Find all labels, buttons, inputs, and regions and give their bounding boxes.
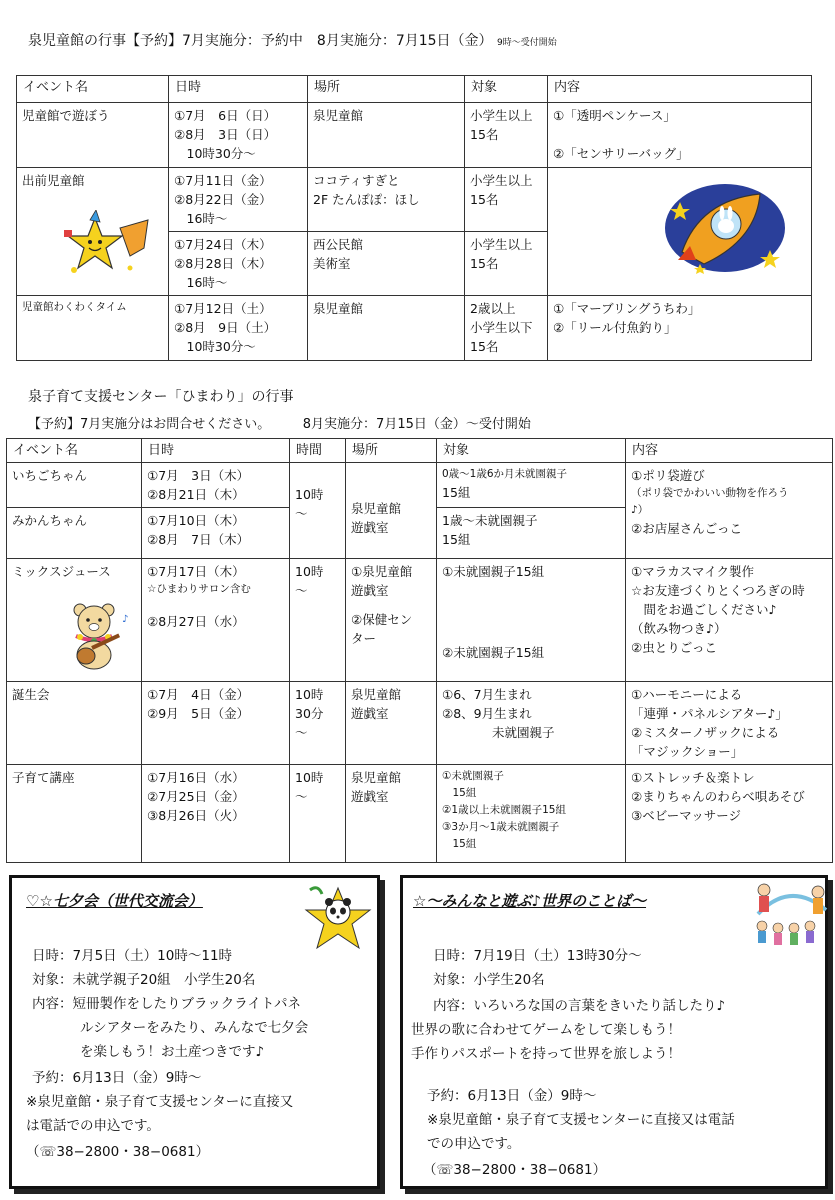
event-time: 10時 〜 bbox=[290, 765, 346, 863]
event-name: 出前児童館 bbox=[17, 168, 169, 296]
event-target: 小学生以上 15名 bbox=[465, 232, 548, 296]
column-header: 時間 bbox=[290, 439, 346, 463]
world-words-content-1: 内容：いろいろな国の言葉をきいたり話したり♪ bbox=[433, 998, 726, 1014]
tanabata-note-1: ※泉児童館・泉子育て支援センターに直接又 bbox=[26, 1094, 294, 1110]
event-target: 1歳〜未就園親子 15組 bbox=[437, 508, 626, 559]
tanabata-reservation: 予約：6月13日（金）9時〜 bbox=[32, 1070, 202, 1086]
tanabata-content-1: 内容：短冊製作をしたりブラックライトパネ bbox=[32, 996, 302, 1012]
table-row bbox=[17, 296, 812, 361]
world-words-date: 日時：7月19日（土）13時30分〜 bbox=[433, 948, 642, 964]
table-row bbox=[7, 682, 833, 765]
event-dates: ①7月24日（木） ②8月28日（木） 16時〜 bbox=[169, 232, 308, 296]
table-header-row bbox=[17, 76, 812, 103]
column-header: 場所 bbox=[346, 439, 437, 463]
event-name: ミックスジュース bbox=[7, 559, 142, 682]
event-dates: ①7月 6日（日） ②8月 3日（日） 10時30分〜 bbox=[169, 103, 308, 168]
event-target: 小学生以上 15名 bbox=[465, 103, 548, 168]
event-place: 泉児童館 bbox=[308, 103, 465, 168]
tanabata-heading: ♡☆七夕会（世代交流会） bbox=[26, 892, 203, 910]
column-header: 内容 bbox=[626, 439, 833, 463]
table-header-row bbox=[7, 439, 833, 463]
party-star-illustration bbox=[60, 210, 150, 280]
world-words-note-2: での申込です。 bbox=[427, 1136, 521, 1152]
panda-star-illustration bbox=[300, 882, 376, 954]
tanabata-date: 日時：7月5日（土）10時〜11時 bbox=[32, 948, 233, 964]
event-name: いちごちゃん bbox=[7, 463, 142, 508]
column-header: 日時 bbox=[169, 76, 308, 103]
column-header: 対象 bbox=[465, 76, 548, 103]
world-words-note-1: ※泉児童館・泉子育て支援センターに直接又は電話 bbox=[427, 1112, 735, 1128]
event-dates: ①7月16日（水） ②7月25日（金） ③8月26日（火） bbox=[142, 765, 290, 863]
event-name: 子育て講座 bbox=[7, 765, 142, 863]
event-name: みかんちゃん bbox=[7, 508, 142, 559]
column-header: 内容 bbox=[548, 76, 812, 103]
event-content: ①ポリ袋遊び （ポリ袋でかわいい動物を作ろう ♪） ②お店屋さんごっこ bbox=[626, 463, 833, 559]
event-target: 2歳以上 小学生以下 15名 bbox=[465, 296, 548, 361]
event-place: 泉児童館 遊戯室 bbox=[346, 765, 437, 863]
event-dates: ①7月17日（木） ☆ひまわりサロン含む ②8月27日（水） bbox=[142, 559, 290, 682]
event-place: 西公民館 美術室 bbox=[308, 232, 465, 296]
event-content: ①ストレッチ＆楽トレ ②まりちゃんのわらべ唄あそび ③ベビーマッサージ bbox=[626, 765, 833, 863]
world-words-phone: （☏38−2800・38−0681） bbox=[423, 1162, 607, 1178]
event-dates: ①7月 3日（木） ②8月21日（木） bbox=[142, 463, 290, 508]
event-name: 児童館わくわくタイム bbox=[17, 296, 169, 361]
event-dates: ①7月12日（土） ②8月 9日（土） 10時30分〜 bbox=[169, 296, 308, 361]
section1-title-main: 泉児童館の行事【予約】7月実施分：予約中 8月実施分：7月15日（金） bbox=[28, 33, 493, 49]
table-row bbox=[7, 463, 833, 508]
table-row bbox=[17, 103, 812, 168]
event-name: 児童館で遊ぼう bbox=[17, 103, 169, 168]
event-content: ①ハーモニーによる 「連弾・パネルシアター♪」 ②ミスターノザックによる 「マジックショー」 bbox=[626, 682, 833, 765]
event-time: 10時 30分 〜 bbox=[290, 682, 346, 765]
event-target: ①6、7月生まれ ②8、9月生まれ 未就園親子 bbox=[437, 682, 626, 765]
world-words-content-3: 手作りパスポートを持って世界を旅しよう！ bbox=[411, 1046, 681, 1062]
event-content: ①「透明ペンケース」 ②「センサリーバッグ」 bbox=[548, 103, 812, 168]
event-dates: ①7月11日（金） ②8月22日（金） 16時〜 bbox=[169, 168, 308, 232]
event-time: 10時 〜 bbox=[290, 559, 346, 682]
world-words-content-2: 世界の歌に合わせてゲームをして楽しもう！ bbox=[411, 1022, 681, 1038]
event-place: ココティすぎと 2F たんぽぽ：ほし bbox=[308, 168, 465, 232]
column-header: 対象 bbox=[437, 439, 626, 463]
tanabata-note-2: は電話での申込です。 bbox=[26, 1118, 160, 1134]
tanabata-phone: （☏38−2800・38−0681） bbox=[26, 1144, 210, 1160]
section2-title: 泉子育て支援センター「ひまわり」の行事 bbox=[28, 389, 294, 405]
world-words-heading: ☆〜みんなと遊ぶ♪世界のことば〜 bbox=[413, 892, 647, 910]
event-place: 泉児童館 bbox=[308, 296, 465, 361]
event-name: 誕生会 bbox=[7, 682, 142, 765]
column-header: 日時 bbox=[142, 439, 290, 463]
event-target: 小学生以上 15名 bbox=[465, 168, 548, 232]
event-target: ①未就園親子15組 ②未就園親子15組 bbox=[437, 559, 626, 682]
event-dates: ①7月 4日（金） ②9月 5日（金） bbox=[142, 682, 290, 765]
event-dates: ①7月10日（木） ②8月 7日（木） bbox=[142, 508, 290, 559]
tanabata-content-2: ルシアターをみたり、みんなで七夕会 bbox=[80, 1020, 309, 1036]
rabbit-rocket-illustration bbox=[660, 180, 790, 275]
event-place: 泉児童館 遊戯室 bbox=[346, 682, 437, 765]
tanabata-content-3: を楽しもう！お土産つきです♪ bbox=[80, 1044, 265, 1060]
world-words-reservation: 予約：6月13日（金）9時〜 bbox=[427, 1088, 597, 1104]
section1-title bbox=[28, 30, 557, 50]
event-target: ①未就園親子 15組 ②1歳以上未就園親子15組 ③3か月〜1歳未就園親子 15組 bbox=[437, 765, 626, 863]
event-place: ①泉児童館 遊戯室 ②保健セン ター bbox=[346, 559, 437, 682]
section2-subtitle: 【予約】7月実施分はお問合せください。 8月実施分：7月15日（金）〜受付開始 bbox=[28, 417, 531, 432]
column-header: イベント名 bbox=[17, 76, 169, 103]
column-header: 場所 bbox=[308, 76, 465, 103]
tanabata-target: 対象：未就学親子20組 小学生20名 bbox=[32, 972, 256, 988]
bear-guitar-illustration bbox=[64, 600, 134, 672]
column-header: イベント名 bbox=[7, 439, 142, 463]
event-content: ①マラカスマイク製作 ☆お友達づくりとくつろぎの時 間をお過ごしください♪ （飲み物つき♪） ②虫とりごっこ bbox=[626, 559, 833, 682]
event-time: 10時 〜 bbox=[290, 463, 346, 559]
event-target: 0歳〜1歳6か月未就園親子 15組 bbox=[437, 463, 626, 508]
event-place: 泉児童館 遊戯室 bbox=[346, 463, 437, 559]
children-playing-illustration bbox=[748, 880, 832, 948]
event-content: ①「マーブリングうちわ」 ②「リール付魚釣り」 bbox=[548, 296, 812, 361]
section1-title-small: 9時〜受付開始 bbox=[497, 38, 557, 48]
world-words-target: 対象：小学生20名 bbox=[433, 972, 545, 988]
svg-text:♪: ♪ bbox=[122, 614, 129, 625]
table-row bbox=[7, 765, 833, 863]
